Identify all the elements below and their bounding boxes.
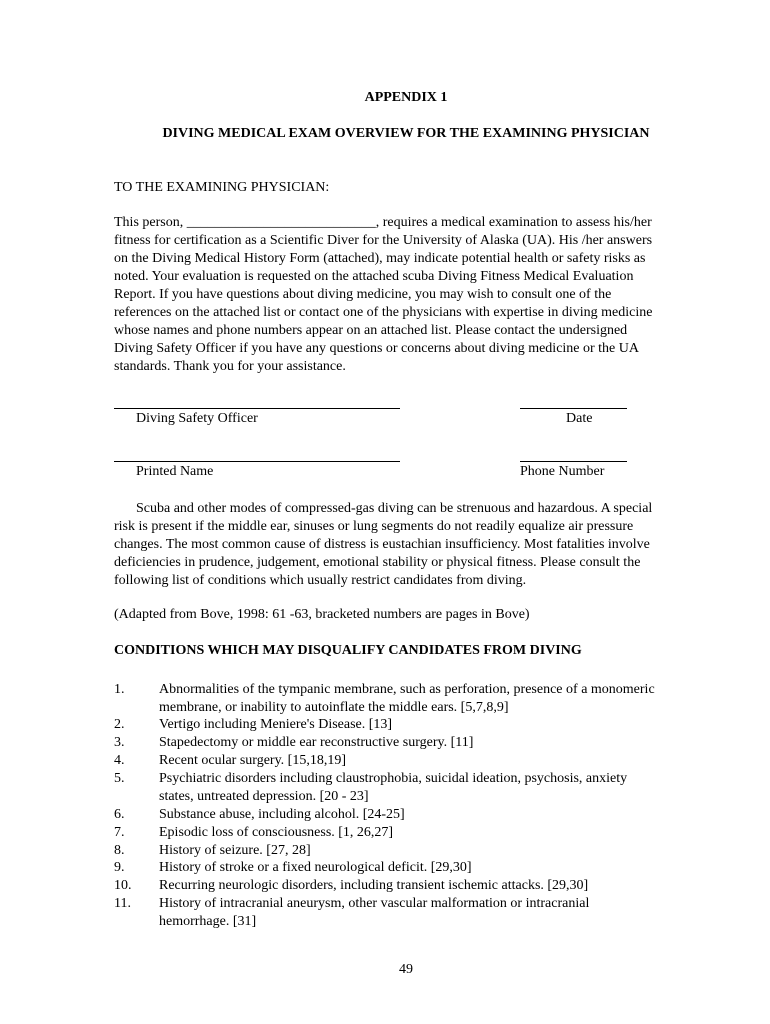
intro-line: noted. Your evaluation is requested on the attached scuba Diving Fitness Medical Evaluation	[114, 269, 634, 284]
list-item-number: 10.	[114, 878, 132, 893]
list-item-text: History of stroke or a fixed neurological deficit. [29,30]	[159, 860, 472, 875]
date-label: Date	[566, 411, 593, 426]
risk-line: following list of conditions which usually restrict candidates from diving.	[114, 573, 527, 588]
risk-line: changes. The most common cause of distress is eustachian insufficiency. Most fatalities involve	[114, 537, 650, 552]
list-item-text: Vertigo including Meniere's Disease. [13]	[159, 717, 393, 732]
intro-line: Diving Safety Officer if you have any questions or concerns about diving medicine or the UA	[114, 341, 639, 356]
list-item-line: membrane, or inability to autoinflate the middle ears. [5,7,8,9]	[159, 700, 509, 715]
risk-line: deficiencies in prudence, judgement, emotional stability or physical fitness. Please consult the	[114, 555, 641, 570]
list-item-number: 9.	[114, 860, 125, 875]
list-item-line: Psychiatric disorders including claustrophobia, suicidal ideation, psychosis, anxiety	[159, 771, 628, 786]
appendix-heading: APPENDIX 1	[364, 90, 448, 105]
list-item-text: Episodic loss of consciousness. [1, 26,27]	[159, 825, 394, 840]
risk-line: risk is present if the middle ear, sinuses or lung segments do not readily equalize air pressure	[114, 519, 634, 534]
intro-line: Report. If you have questions about diving medicine, you may wish to consult one of the	[114, 287, 612, 302]
intro-line: references on the attached list or contact one of the physicians with expertise in diving medicine	[114, 305, 653, 320]
conditions-heading: CONDITIONS WHICH MAY DISQUALIFY CANDIDATES FROM DIVING	[114, 643, 582, 658]
list-item-text	[159, 681, 719, 717]
salutation: TO THE EXAMINING PHYSICIAN:	[114, 180, 330, 195]
source-note: (Adapted from Bove, 1998: 61 -63, bracketed numbers are pages in Bove)	[114, 607, 530, 622]
dso-label: Diving Safety Officer	[136, 411, 258, 426]
page-number: 49	[399, 962, 413, 977]
list-item-line: History of intracranial aneurysm, other vascular malformation or intracranial	[159, 896, 590, 911]
list-item-number: 11.	[114, 896, 131, 911]
intro-line: standards. Thank you for your assistance.	[114, 359, 346, 374]
intro-line: whose names and phone numbers appear on an attached list. Please contact the undersigned	[114, 323, 628, 338]
intro-paragraph	[114, 214, 714, 376]
document-title: DIVING MEDICAL EXAM OVERVIEW FOR THE EXAMINING PHYSICIAN	[162, 126, 650, 141]
intro-line: on the Diving Medical History Form (attached), may indicate potential health or safety risks as	[114, 251, 646, 266]
list-item-number: 6.	[114, 807, 125, 822]
list-item-text	[159, 895, 719, 931]
risk-line: Scuba and other modes of compressed-gas diving can be strenuous and hazardous. A special	[136, 501, 653, 516]
list-item-line: Abnormalities of the tympanic membrane, such as perforation, presence of a monomeric	[159, 682, 655, 697]
list-item-number: 4.	[114, 753, 125, 768]
list-item-text: Recurring neurologic disorders, including transient ischemic attacks. [29,30]	[159, 878, 589, 893]
list-item-number: 1.	[114, 682, 125, 697]
list-item-number: 8.	[114, 843, 125, 858]
list-item-number: 7.	[114, 825, 125, 840]
list-item-text: Stapedectomy or middle ear reconstructive surgery. [11]	[159, 735, 474, 750]
list-item-number: 5.	[114, 771, 125, 786]
intro-line: fitness for certification as a Scientific Diver for the University of Alaska (UA). His /her answers	[114, 233, 653, 248]
list-item-text: History of seizure. [27, 28]	[159, 843, 311, 858]
list-item-number: 2.	[114, 717, 125, 732]
risk-paragraph	[114, 500, 714, 590]
list-item-text: Recent ocular surgery. [15,18,19]	[159, 753, 346, 768]
list-item-text: Substance abuse, including alcohol. [24-25]	[159, 807, 405, 822]
printed-name-label: Printed Name	[136, 464, 214, 479]
phone-line[interactable]	[520, 461, 627, 462]
list-item-number: 3.	[114, 735, 125, 750]
intro-line: This person, ___________________________, requires a medical examination to assess his/her	[114, 215, 652, 230]
phone-label: Phone Number	[520, 464, 605, 479]
list-item-text	[159, 770, 719, 806]
dso-signature-line[interactable]	[114, 408, 400, 409]
list-item-line: hemorrhage. [31]	[159, 914, 257, 929]
printed-name-line[interactable]	[114, 461, 400, 462]
date-line[interactable]	[520, 408, 627, 409]
list-item-line: states, untreated depression. [20 - 23]	[159, 789, 369, 804]
